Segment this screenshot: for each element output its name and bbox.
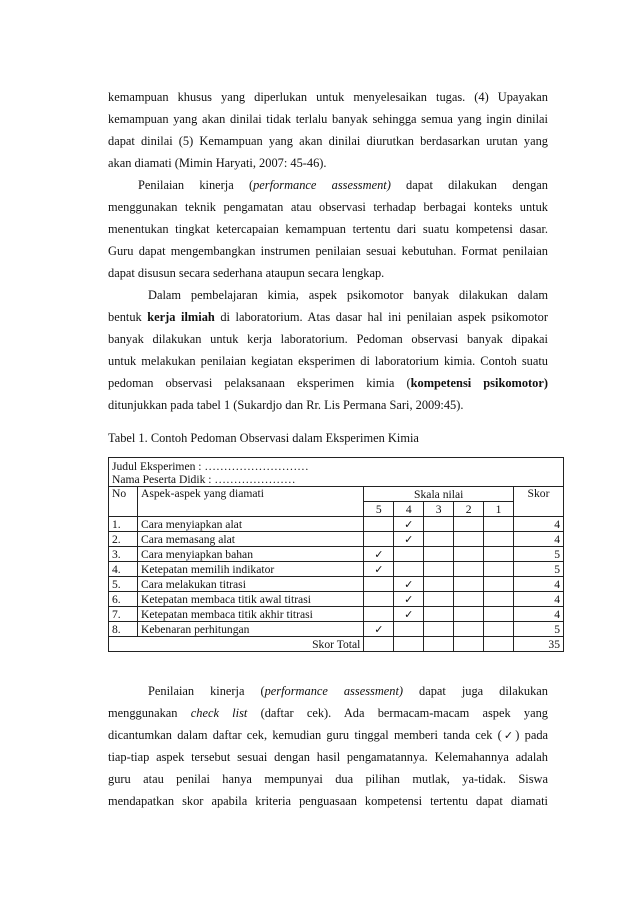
scale-cell bbox=[424, 577, 454, 592]
row-score: 4 bbox=[514, 577, 564, 592]
row-number: 4. bbox=[109, 562, 138, 577]
text-line: Guru dapat mengembangkan instrumen penilaian sesuai kebutuhan. Format penilaian bbox=[108, 244, 548, 258]
row-aspect: Cara memasang alat bbox=[137, 532, 363, 547]
scale-cell bbox=[484, 562, 514, 577]
text-line: kemampuan khusus yang diperlukan untuk menyelesaikan tugas. (4) Upayakan bbox=[108, 90, 548, 104]
check-icon: ✓ bbox=[501, 729, 516, 742]
scale-cell bbox=[424, 607, 454, 622]
row-aspect: Ketepatan membaca titik awal titrasi bbox=[137, 592, 363, 607]
scale-cell bbox=[394, 532, 424, 547]
text-span: ) pada bbox=[515, 728, 548, 742]
scale-cell bbox=[394, 577, 424, 592]
bold-term: kompetensi psikomotor) bbox=[410, 376, 548, 390]
table-row bbox=[109, 622, 564, 637]
check-icon: ✓ bbox=[404, 517, 414, 531]
table-row bbox=[109, 532, 564, 547]
row-score: 4 bbox=[514, 532, 564, 547]
row-aspect: Ketepatan memilih indikator bbox=[137, 562, 363, 577]
text-span: di laboratorium. Atas dasar hal ini penilaian aspek psikomotor bbox=[214, 310, 548, 324]
scale-cell bbox=[394, 547, 424, 562]
student-name: Nama Peserta Didik : ………………… bbox=[112, 473, 296, 486]
table-header-row bbox=[109, 458, 564, 487]
text-span: pedoman observasi pelaksanaan eksperimen kimia ( bbox=[108, 376, 411, 390]
scale-cell bbox=[484, 577, 514, 592]
scale-cell bbox=[484, 547, 514, 562]
table-row bbox=[109, 607, 564, 622]
scale-cell bbox=[394, 607, 424, 622]
row-score: 4 bbox=[514, 607, 564, 622]
observation-table bbox=[108, 457, 564, 652]
text-line: dapat disusun secara sederhana ataupun secara lengkap. bbox=[108, 266, 385, 280]
text-line bbox=[108, 174, 548, 196]
scale-cell bbox=[454, 547, 484, 562]
row-aspect: Cara melakukan titrasi bbox=[137, 577, 363, 592]
scale-cell bbox=[424, 547, 454, 562]
check-icon: ✓ bbox=[404, 577, 414, 591]
table-row bbox=[109, 517, 564, 532]
scale-header: 5 bbox=[364, 502, 394, 517]
scale-cell bbox=[484, 532, 514, 547]
paragraph-3 bbox=[108, 284, 548, 416]
scale-cell bbox=[454, 622, 484, 637]
scale-cell bbox=[394, 517, 424, 532]
text-span: dapat dilakukan dengan bbox=[390, 178, 548, 192]
scale-cell bbox=[364, 577, 394, 592]
scale-cell bbox=[484, 607, 514, 622]
text-line: dapat dinilai (5) Kemampuan yang akan dinilai diurutkan berdasarkan urutan yang bbox=[108, 134, 548, 148]
text-line: mendapatkan skor apabila kriteria penguasaan kompetensi tertentu dapat diamati bbox=[108, 794, 548, 808]
row-score: 5 bbox=[514, 562, 564, 577]
row-number: 6. bbox=[109, 592, 138, 607]
text-line bbox=[108, 372, 548, 394]
scale-header: 1 bbox=[484, 502, 514, 517]
text-line: banyak dilakukan untuk kerja laboratorium. Pedoman observasi banyak dipakai bbox=[108, 332, 548, 346]
text-span: dapat juga dilakukan bbox=[403, 684, 548, 698]
text-line: ditunjukkan pada tabel 1 (Sukardjo dan Rr. Lis Permana Sari, 2009:45). bbox=[108, 398, 464, 412]
text-line: akan diamati (Mimin Haryati, 2007: 45-46). bbox=[108, 156, 327, 170]
table-row bbox=[109, 547, 564, 562]
row-score: 5 bbox=[514, 547, 564, 562]
column-header-aspek: Aspek-aspek yang diamati bbox=[137, 487, 363, 517]
scale-cell bbox=[364, 517, 394, 532]
check-icon: ✓ bbox=[374, 622, 384, 636]
bold-term: kerja ilmiah bbox=[147, 310, 215, 324]
check-icon: ✓ bbox=[374, 547, 384, 561]
column-header-no: No bbox=[109, 487, 138, 517]
check-icon: ✓ bbox=[404, 607, 414, 621]
row-aspect: Cara menyiapkan alat bbox=[137, 517, 363, 532]
text-line: tiap-tiap aspek tersebut sesuai dengan hasil pengamatannya. Kelemahannya adalah bbox=[108, 750, 548, 764]
italic-term: performance assessment) bbox=[264, 684, 404, 698]
scale-cell bbox=[454, 517, 484, 532]
paragraph-4 bbox=[108, 680, 548, 812]
text-line bbox=[108, 724, 548, 746]
column-header-skor: Skor bbox=[514, 487, 564, 517]
scale-header: 4 bbox=[394, 502, 424, 517]
total-row bbox=[109, 637, 564, 652]
scale-cell bbox=[454, 532, 484, 547]
table-row bbox=[109, 562, 564, 577]
text-line: menggunakan teknik pengamatan atau observasi terhadap berbagai konteks untuk bbox=[108, 200, 548, 214]
text-span: Penilaian kinerja ( bbox=[138, 178, 254, 192]
text-line bbox=[108, 702, 548, 724]
text-line: guru atau penilai hanya mempunyai dua pilihan mutlak, ya-tidak. Siswa bbox=[108, 772, 548, 786]
scale-header: 2 bbox=[454, 502, 484, 517]
text-line: menentukan tingkat ketercapaian kemampuan tertentu dari suatu kompetensi dasar. bbox=[108, 222, 548, 236]
row-aspect: Cara menyiapkan bahan bbox=[137, 547, 363, 562]
scale-cell bbox=[454, 577, 484, 592]
row-number: 2. bbox=[109, 532, 138, 547]
check-icon: ✓ bbox=[404, 592, 414, 606]
experiment-title-cell bbox=[109, 458, 564, 487]
row-score: 4 bbox=[514, 517, 564, 532]
scale-cell bbox=[394, 592, 424, 607]
scale-cell bbox=[424, 517, 454, 532]
scale-cell bbox=[364, 622, 394, 637]
scale-cell bbox=[424, 532, 454, 547]
row-aspect: Kebenaran perhitungan bbox=[137, 622, 363, 637]
paragraph-1 bbox=[108, 86, 548, 174]
scale-cell bbox=[364, 592, 394, 607]
italic-term: check list bbox=[190, 706, 248, 720]
row-score: 5 bbox=[514, 622, 564, 637]
scale-cell bbox=[454, 592, 484, 607]
text-span: bentuk bbox=[108, 310, 148, 324]
scale-cell bbox=[394, 622, 424, 637]
scale-header: 3 bbox=[424, 502, 454, 517]
row-score: 4 bbox=[514, 592, 564, 607]
italic-term: performance assessment) bbox=[253, 178, 391, 192]
scale-cell bbox=[394, 562, 424, 577]
scale-cell bbox=[364, 562, 394, 577]
total-value: 35 bbox=[514, 637, 564, 652]
total-label: Skor Total bbox=[109, 637, 364, 652]
row-number: 3. bbox=[109, 547, 138, 562]
text-span: dicantumkan dalam daftar cek, kemudian guru tinggal memberi tanda cek ( bbox=[108, 728, 502, 742]
text-span: (daftar cek). Ada bermacam-macam aspek yang bbox=[247, 706, 548, 720]
scale-cell bbox=[484, 517, 514, 532]
scale-cell bbox=[484, 622, 514, 637]
row-number: 5. bbox=[109, 577, 138, 592]
text-line: kemampuan yang akan dinilai tidak terlalu banyak sehingga semua yang ingin dinilai bbox=[108, 112, 548, 126]
row-number: 7. bbox=[109, 607, 138, 622]
table-header-row bbox=[109, 487, 564, 502]
scale-cell bbox=[454, 607, 484, 622]
paragraph-2 bbox=[108, 174, 548, 284]
text-line bbox=[108, 306, 548, 328]
text-span: menggunakan bbox=[108, 706, 191, 720]
scale-cell bbox=[484, 592, 514, 607]
check-icon: ✓ bbox=[404, 532, 414, 546]
table-caption: Tabel 1. Contoh Pedoman Observasi dalam Eksperimen Kimia bbox=[108, 431, 419, 445]
table-row bbox=[109, 577, 564, 592]
text-span: Penilaian kinerja ( bbox=[148, 684, 265, 698]
scale-cell bbox=[424, 622, 454, 637]
experiment-title: Judul Eksperimen : ……………………… bbox=[112, 460, 309, 473]
row-number: 8. bbox=[109, 622, 138, 637]
table-row bbox=[109, 592, 564, 607]
text-line: untuk melakukan penilaian kegiatan eksperimen di laboratorium kimia. Contoh suatu bbox=[108, 354, 548, 368]
scale-cell bbox=[424, 562, 454, 577]
row-aspect: Ketepatan membaca titik akhir titrasi bbox=[137, 607, 363, 622]
text-line: Dalam pembelajaran kimia, aspek psikomotor banyak dilakukan dalam bbox=[148, 288, 548, 302]
check-icon: ✓ bbox=[374, 562, 384, 576]
scale-cell bbox=[364, 532, 394, 547]
scale-cell bbox=[364, 547, 394, 562]
text-line bbox=[108, 680, 548, 702]
column-header-skala: Skala nilai bbox=[364, 487, 514, 502]
scale-cell bbox=[454, 562, 484, 577]
scale-cell bbox=[364, 607, 394, 622]
scale-cell bbox=[424, 592, 454, 607]
row-number: 1. bbox=[109, 517, 138, 532]
